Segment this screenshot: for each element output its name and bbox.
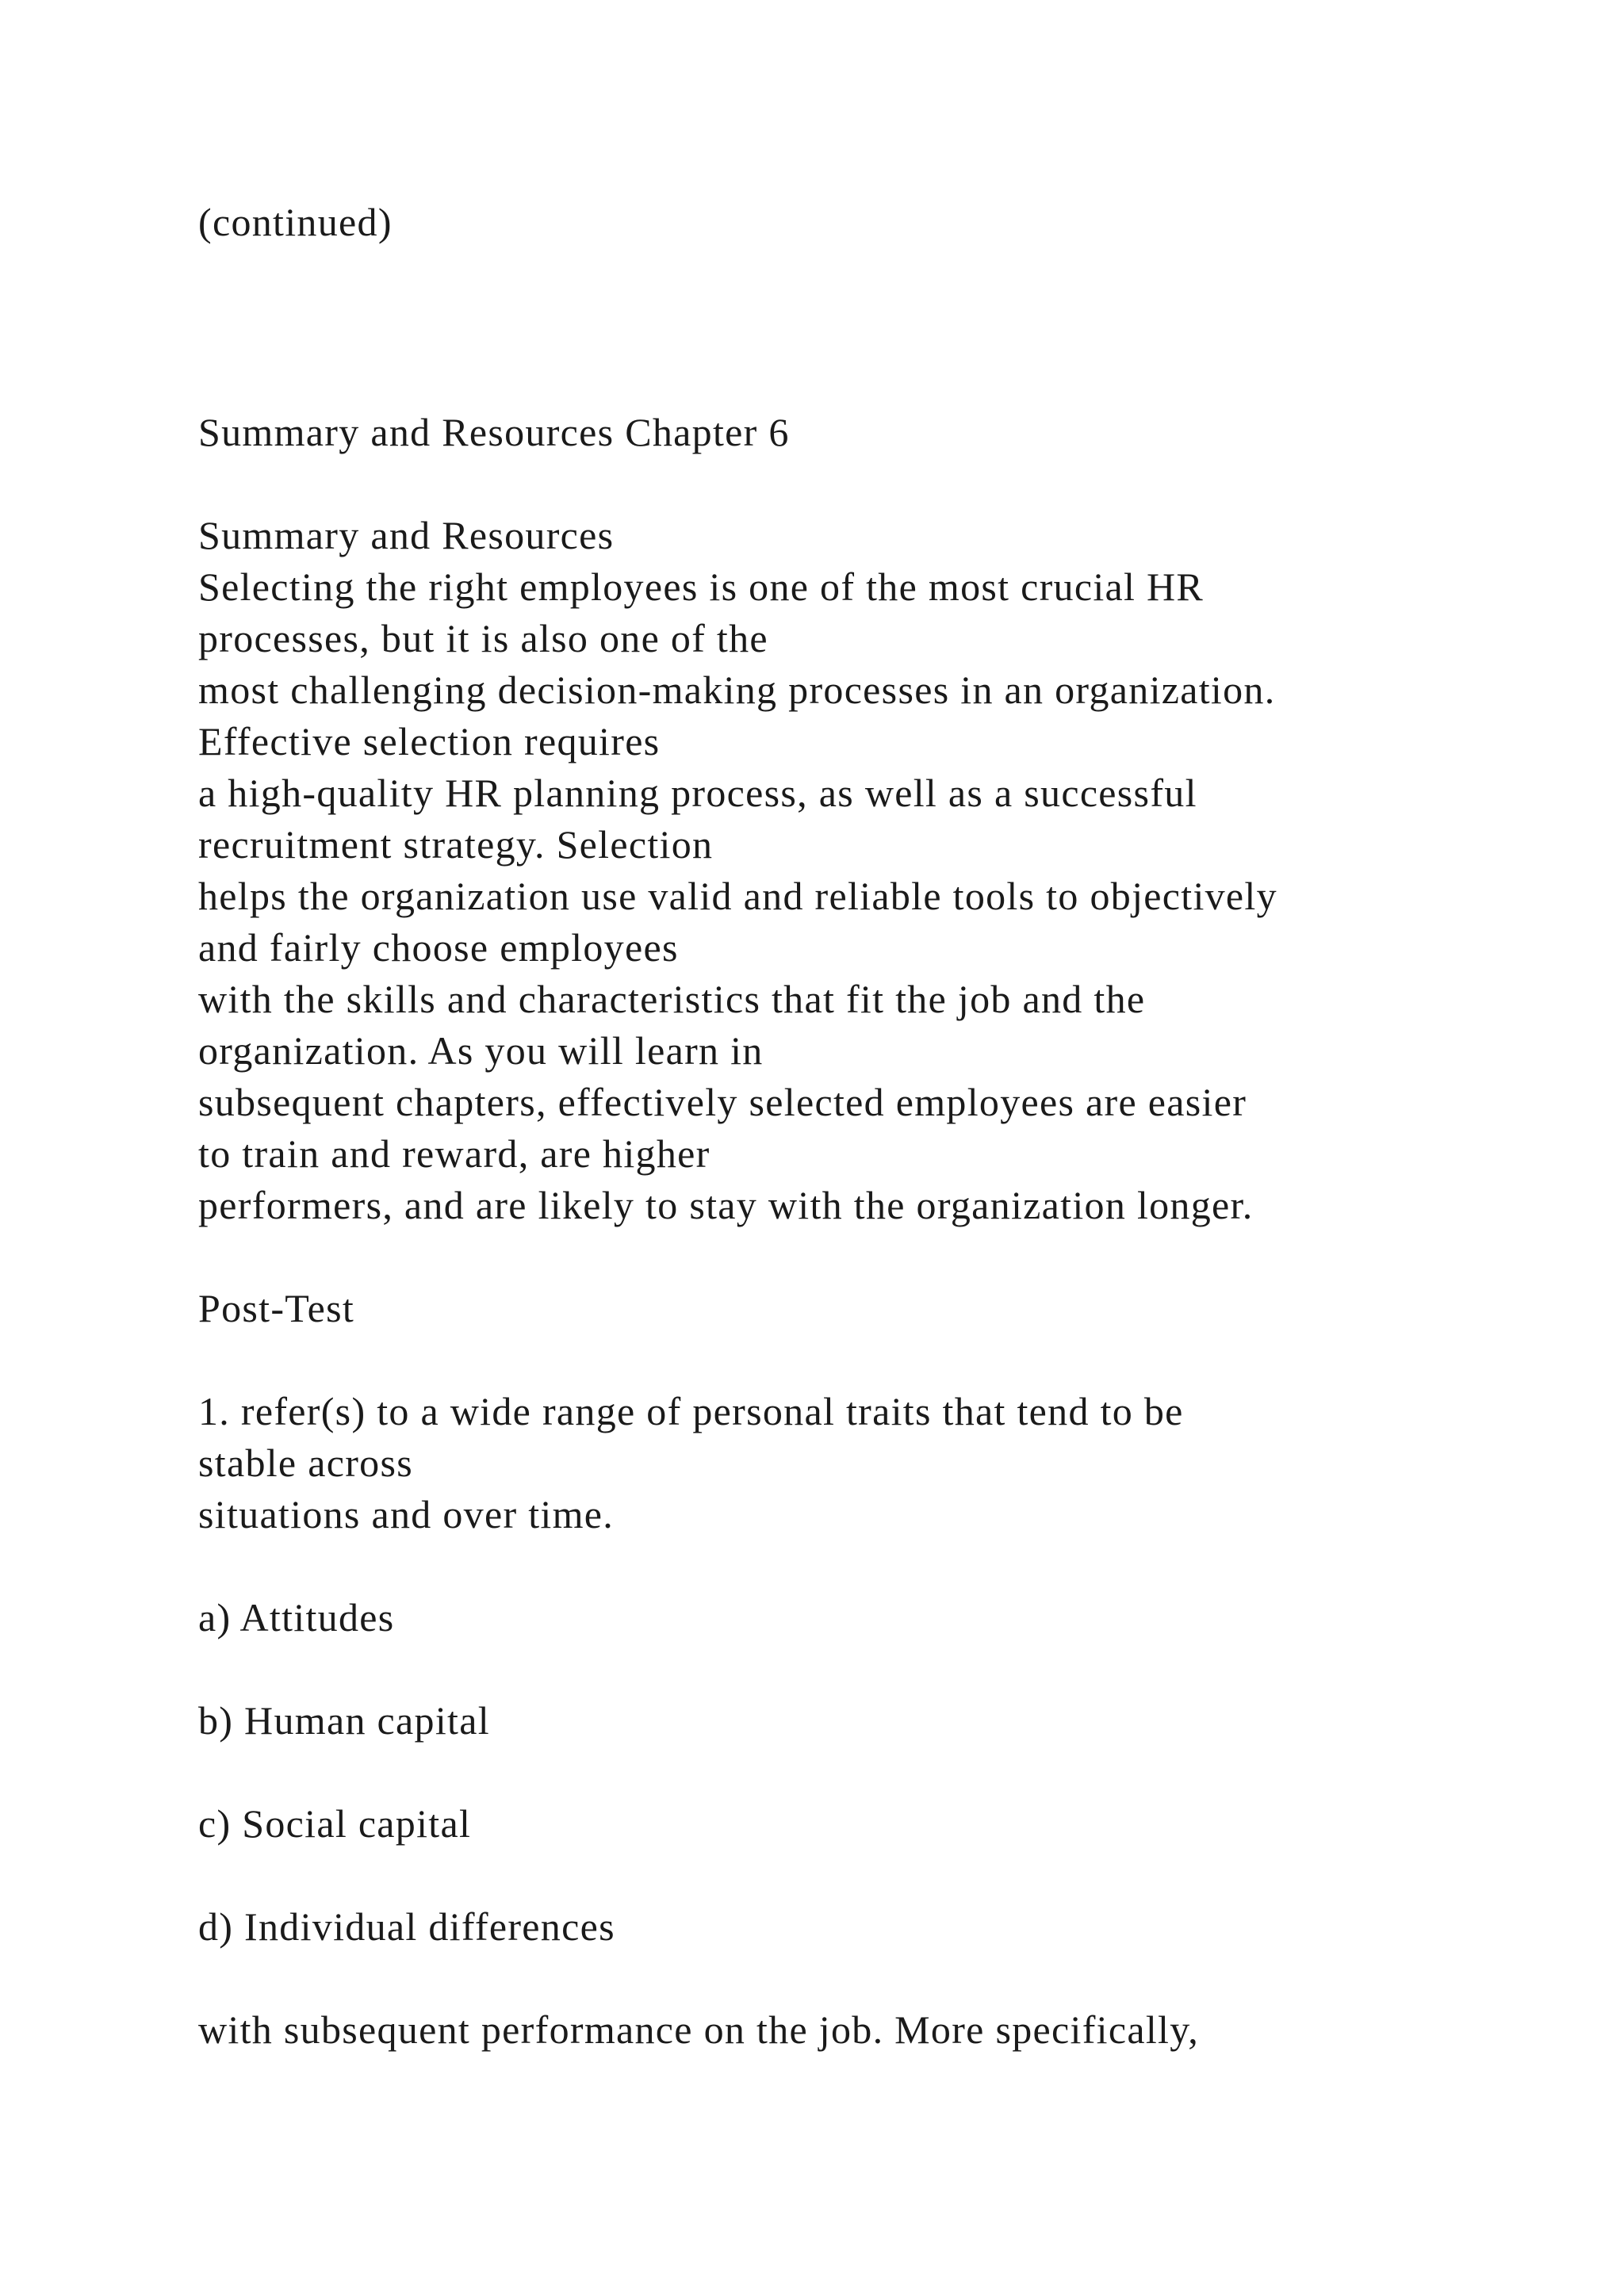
summary-line: organization. As you will learn in [198,1028,764,1073]
trailing-text-line: with subsequent performance on the job. More specifically, [198,2007,1200,2052]
summary-line: with the skills and characteristics that fit the job and the [198,977,1146,1021]
answer-option-d: d) Individual differences [198,1904,615,1949]
summary-line: helps the organization use valid and reliable tools to objectively [198,874,1277,918]
summary-line: subsequent chapters, effectively selected employees are easier [198,1080,1247,1124]
summary-line: processes, but it is also one of the [198,616,768,660]
chapter-heading: Summary and Resources Chapter 6 [198,410,790,454]
question-text-line: stable across [198,1441,413,1485]
summary-line: a high-quality HR planning process, as well as a successful [198,771,1197,815]
post-test-heading: Post-Test [198,1286,355,1330]
summary-line: and fairly choose employees [198,925,679,970]
summary-line: performers, and are likely to stay with the organization longer. [198,1183,1254,1227]
question-text-line: 1. refer(s) to a wide range of personal traits that tend to be [198,1389,1184,1433]
summary-line: to train and reward, are higher [198,1131,710,1176]
continued-label: (continued) [198,200,393,244]
answer-option-b: b) Human capital [198,1698,490,1743]
summary-line: recruitment strategy. Selection [198,822,714,867]
answer-option-c: c) Social capital [198,1801,472,1846]
question-text-line: situations and over time. [198,1492,615,1536]
summary-line: Selecting the right employees is one of the most crucial HR [198,564,1205,609]
section-heading: Summary and Resources [198,513,615,557]
summary-line: Effective selection requires [198,719,661,763]
answer-option-a: a) Attitudes [198,1595,395,1640]
summary-line: most challenging decision-making processes in an organization. [198,668,1276,712]
